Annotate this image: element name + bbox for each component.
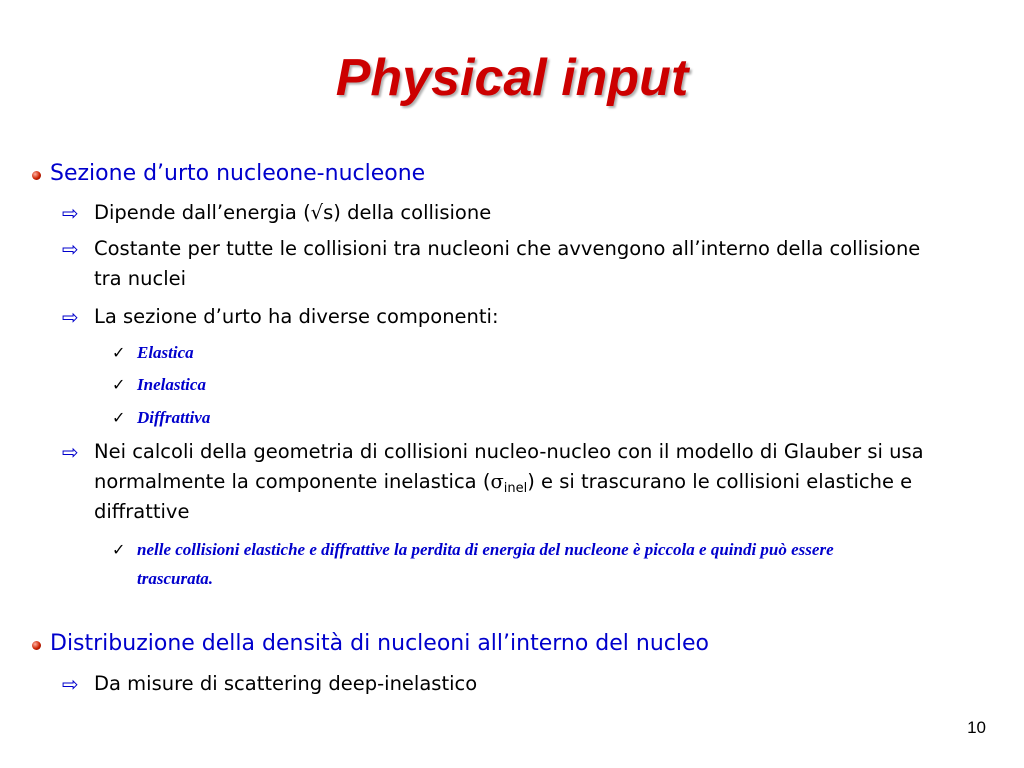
- check-item-inelastica: [112, 370, 912, 399]
- glauber-text-after: ) e si trascurano le collisioni elastiche e diffrattive: [94, 470, 913, 523]
- check-item-energy-loss: [112, 535, 912, 593]
- bullet-text: Distribuzione della densità di nucleoni all’interno del nucleo: [50, 631, 709, 656]
- bullet-dot-icon: [32, 171, 41, 180]
- check-item-elastica: [112, 338, 912, 367]
- glauber-text-before: Nei calcoli della geometria di collisioni nucleo-nucleo con il modello di Glauber si usa normalmente la componente inelastica (: [94, 440, 924, 493]
- subitem-text: Dipende dall’energia (√s) della collisione: [94, 201, 492, 224]
- check-text: nelle collisioni elastiche e diffrattive la perdita di energia del nucleone è piccola e quindi può essere trascurata.: [137, 540, 834, 588]
- subitem-text: [62, 437, 942, 527]
- checkmark-icon: ✓: [112, 375, 126, 394]
- checkmark-icon: ✓: [112, 408, 126, 427]
- check-text: Inelastica: [137, 375, 206, 394]
- subitem-text: Da misure di scattering deep-inelastico: [94, 672, 478, 695]
- page-number: 10: [967, 718, 986, 737]
- sigma-subscript: inel: [503, 481, 528, 496]
- check-text: Diffrattiva: [137, 408, 211, 427]
- subitem-text: Costante per tutte le collisioni tra nucleoni che avvengono all’interno della collisione tra nuclei: [94, 237, 921, 290]
- arrow-right-icon: ⇨: [62, 201, 79, 225]
- subitem-constant: [62, 234, 942, 294]
- subitem-components: [62, 302, 942, 332]
- subitem-deep-inelastic: [62, 669, 942, 699]
- subitem-text: La sezione d’urto ha diverse componenti:: [94, 305, 499, 328]
- checkmark-icon: ✓: [112, 540, 126, 559]
- subitem-energy-dependence: [62, 198, 942, 228]
- checkmark-icon: ✓: [112, 343, 126, 362]
- sigma-symbol: σ: [490, 470, 504, 493]
- bullet-text: Sezione d’urto nucleone-nucleone: [50, 161, 426, 186]
- arrow-right-icon: ⇨: [62, 440, 79, 464]
- arrow-right-icon: ⇨: [62, 672, 79, 696]
- subitem-glauber: [62, 437, 942, 527]
- slide-title: Physical input: [335, 49, 689, 107]
- arrow-right-icon: ⇨: [62, 237, 79, 261]
- check-text: Elastica: [137, 343, 194, 362]
- bullet-dot-icon: [32, 641, 41, 650]
- check-item-diffrattiva: [112, 403, 912, 432]
- arrow-right-icon: ⇨: [62, 305, 79, 329]
